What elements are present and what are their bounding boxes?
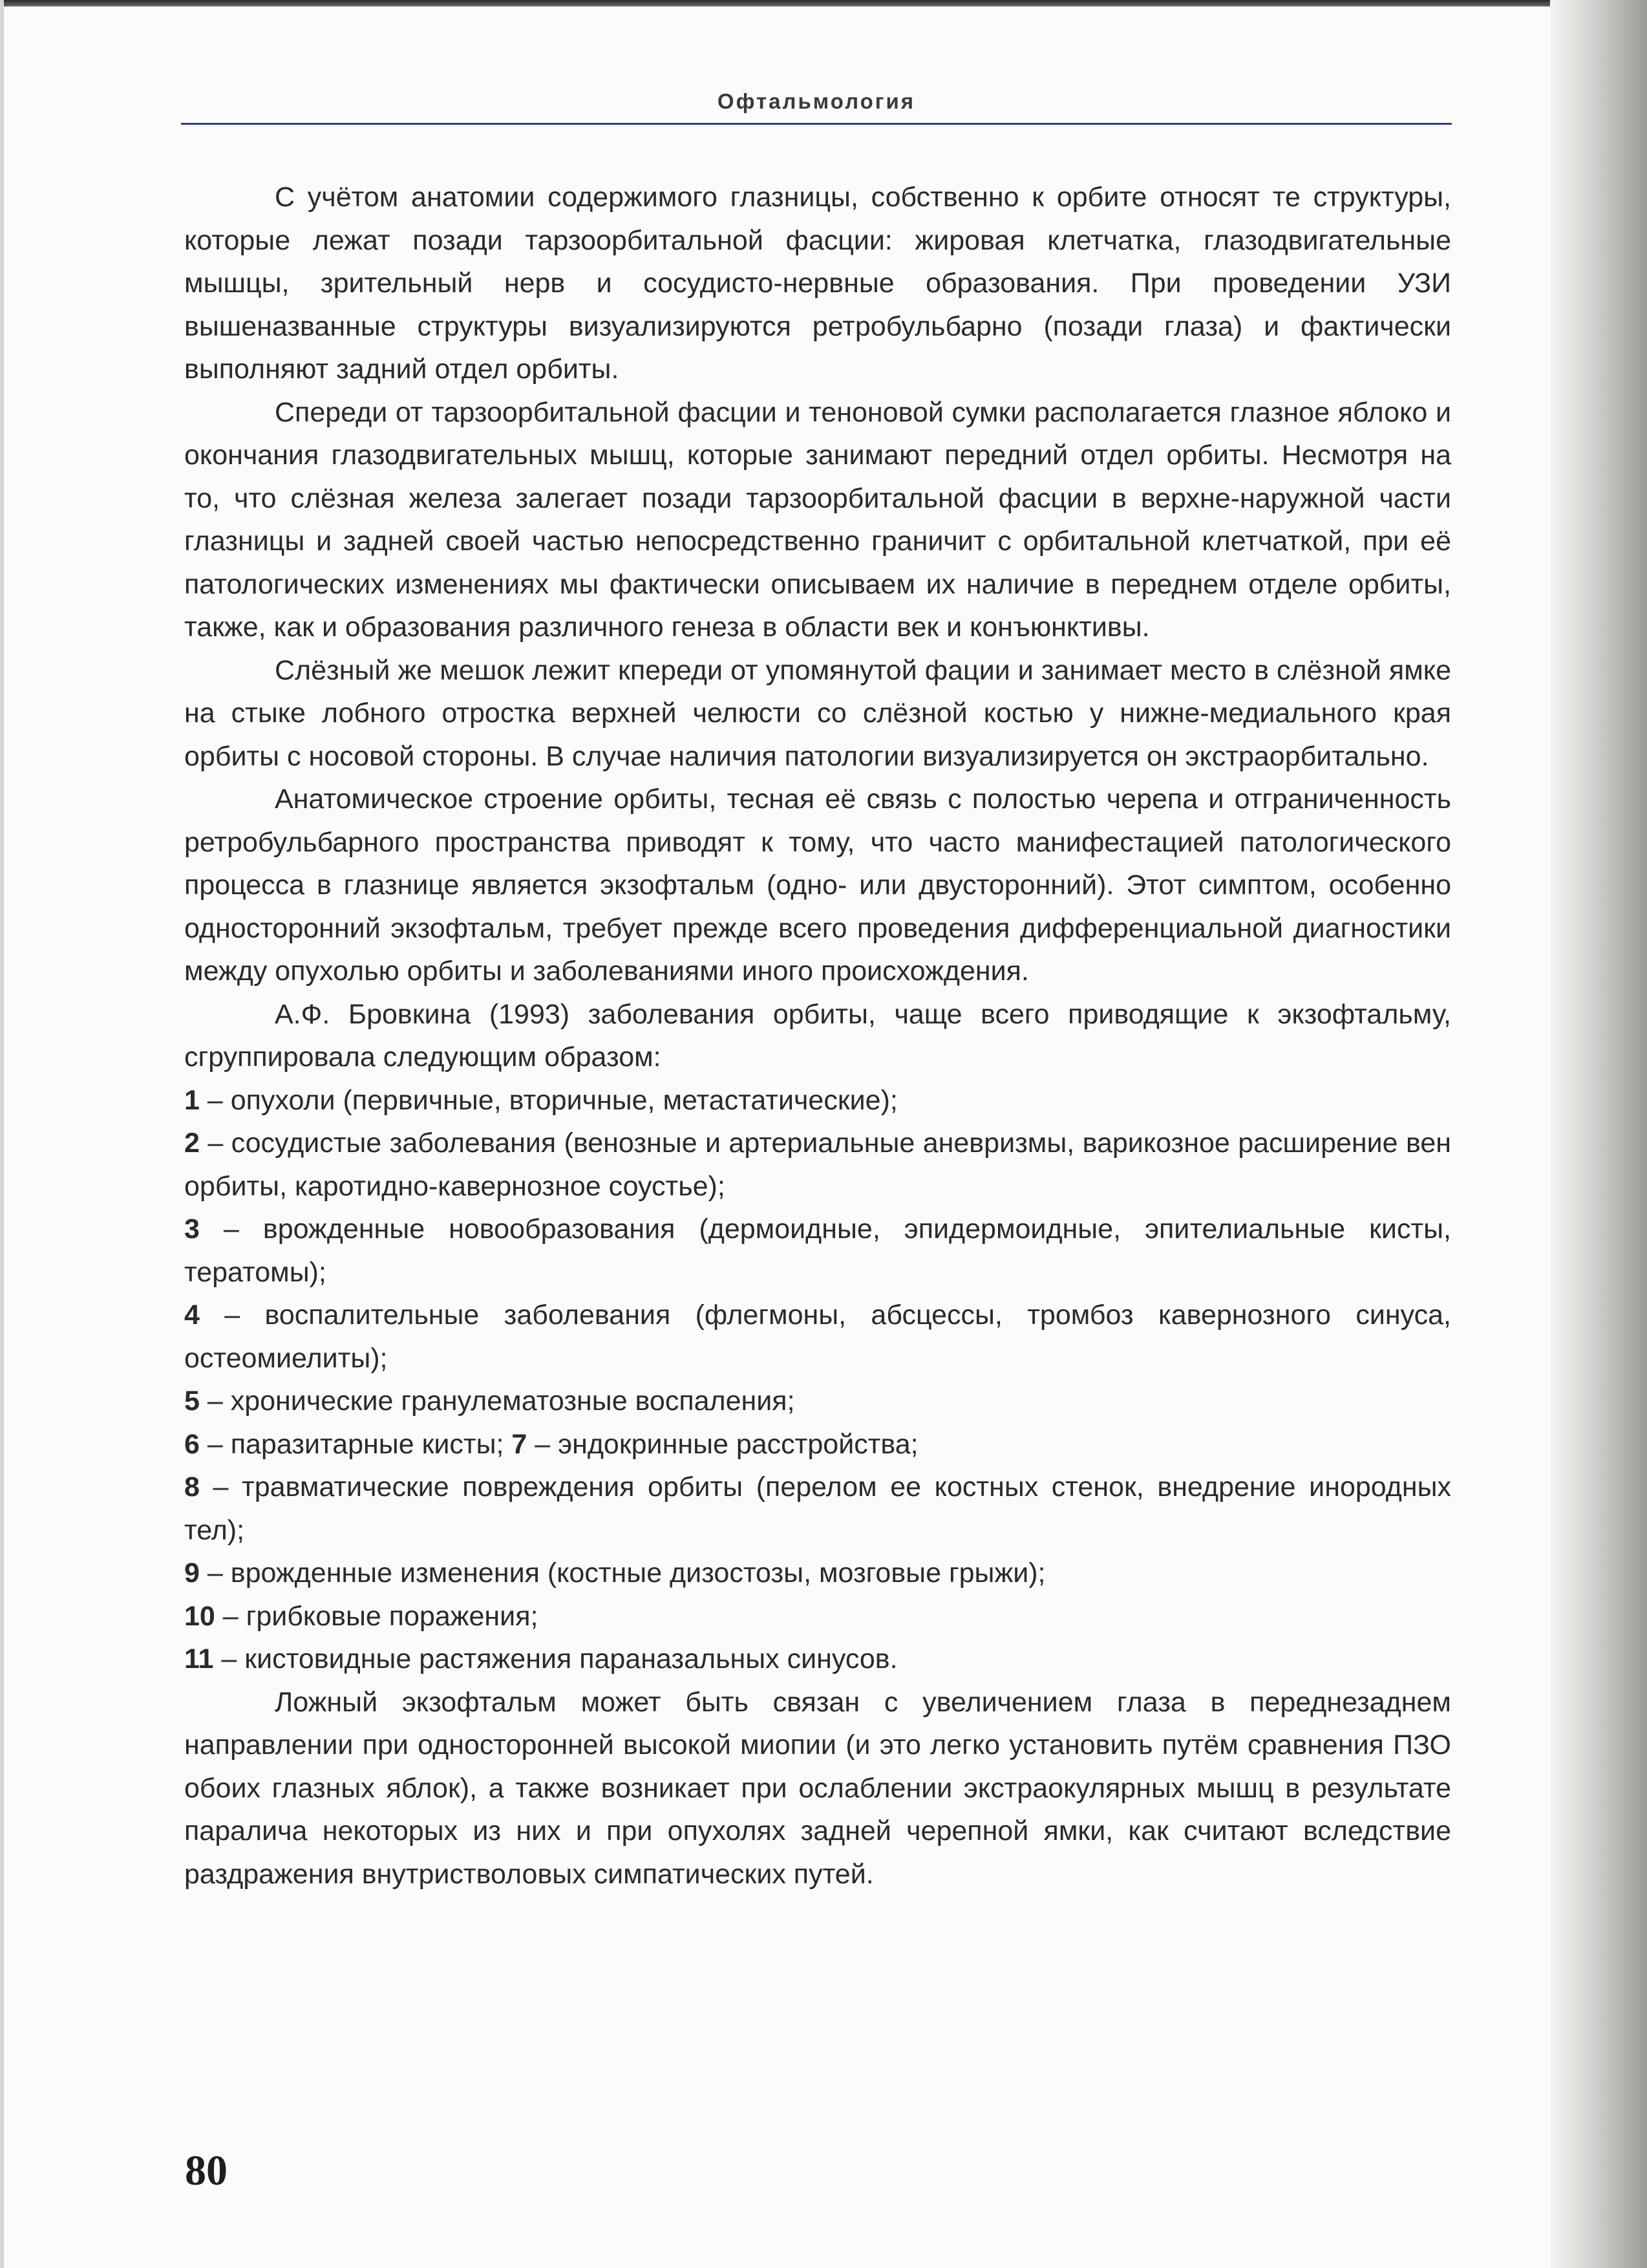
running-title: Офтальмология <box>717 89 916 113</box>
list-item <box>184 1638 1451 1681</box>
scan-top-edge <box>0 0 1647 6</box>
list-number: 4 <box>184 1300 200 1331</box>
paragraph: Спереди от тарзоорбитальной фасции и теноновой сумки располагается глазное яблоко и окончания глазодвигательных мышц, которые занимают передний отдел орбиты. Несмотря на то, что слёзная железа залегает позади тарзоорбитальной фасции в верхне-наружной части глазницы и задней своей частью непосредственно граничит с орбитальной клетчаткой, при её патологических изменениях мы фактически описываем их наличие в переднем отделе орбиты, также, как и образования различного генеза в области век и конъюнктивы. <box>184 396 1451 643</box>
list-item <box>184 1466 1451 1552</box>
paragraph: А.Ф. Бровкина (1993) заболевания орбиты, чаще всего приводящие к экзофтальму, сгруппировала следующим образом: <box>184 998 1451 1073</box>
paragraph: Анатомическое строение орбиты, тесная её связь с полостью черепа и отграниченность ретробульбарного пространства приводят к тому, что часто манифестацией патологического процесса в глазнице является экзофтальм (одно- или двусторонний). Этот симптом, особенно односторонний экзофтальм, требует прежде всего проведения дифференциальной диагностики между опухолью орбиты и заболеваниями иного происхождения. <box>184 784 1451 987</box>
list-text: – грибковые поражения; <box>215 1600 538 1632</box>
header-rule <box>181 123 1452 125</box>
list-item <box>184 1122 1451 1208</box>
list-item <box>184 1423 1451 1466</box>
list-text: – паразитарные кисты; <box>199 1428 512 1460</box>
list-text: – сосудистые заболевания (венозные и артериальные аневризмы, варикозное расширение вен орбиты, каротидно-кавернозное соустье); <box>184 1128 1451 1202</box>
list-text: – эндокринные расстройства; <box>527 1428 919 1460</box>
list-item <box>184 1595 1451 1638</box>
list-number: 5 <box>184 1385 200 1417</box>
list-text: – опухоли (первичные, вторичные, метастатические); <box>199 1084 898 1116</box>
list-text: – воспалительные заболевания (флегмоны, абсцессы, тромбоз кавернозного синуса, остеомиелиты); <box>184 1300 1451 1374</box>
list-number: 2 <box>184 1128 200 1159</box>
list-text: – хронические гранулематозные воспаления; <box>199 1385 795 1417</box>
list-number: 9 <box>184 1557 200 1589</box>
paragraph: С учётом анатомии содержимого глазницы, собственно к орбите относят те структуры, которые лежат позади тарзоорбитальной фасции: жировая клетчатка, глазодвигательные мышцы, зрительный нерв и сосудисто-нервные образования. При проведении УЗИ вышеназванные структуры визуализируются ретробульбарно (позади глаза) и фактически выполняют задний отдел орбиты. <box>184 182 1451 385</box>
list-number: 1 <box>184 1084 200 1116</box>
list-text: – врожденные новообразования (дермоидные, эпидермоидные, эпителиальные кисты, тератомы); <box>184 1214 1451 1288</box>
list-number: 11 <box>184 1643 214 1674</box>
list-number: 7 <box>511 1428 527 1460</box>
list-item <box>184 1380 1451 1423</box>
list-item <box>184 1294 1451 1380</box>
list-number: 3 <box>184 1214 200 1245</box>
scan-left-edge <box>0 0 4 2268</box>
list-item <box>184 1208 1451 1294</box>
list-number: 8 <box>184 1471 200 1503</box>
list-item <box>184 1552 1451 1595</box>
list-number: 6 <box>184 1428 200 1460</box>
list-item <box>184 1079 1451 1122</box>
page-body <box>184 176 1451 1896</box>
paragraph: Ложный экзофтальм может быть связан с увеличением глаза в переднезаднем направлении при односторонней высокой миопии (и это легко установить путём сравнения ПЗО обоих глазных яблок), а также возникает при ослаблении экстраокулярных мышц в результате паралича некоторых из них и при опухолях задней черепной ямки, как считают вследствие раздражения внутристволовых симпатических путей. <box>184 1686 1451 1890</box>
paragraph: Слёзный же мешок лежит кпереди от упомянутой фации и занимает место в слёзной ямке на стыке лобного отростка верхней челюсти со слёзной костью у нижне-медиального края орбиты с носовой стороны. В случае наличия патологии визуализируется он экстраорбитально. <box>184 654 1451 772</box>
list-text: – врожденные изменения (костные дизостозы, мозговые грыжи); <box>199 1557 1046 1589</box>
page-number: 80 <box>185 2147 228 2194</box>
list-text: – травматические повреждения орбиты (перелом ее костных стенок, внедрение инородных тел); <box>184 1471 1451 1546</box>
list-number: 10 <box>184 1600 215 1632</box>
book-binding-shadow <box>1550 0 1647 2268</box>
list-text: – кистовидные растяжения параназальных синусов. <box>213 1643 898 1674</box>
